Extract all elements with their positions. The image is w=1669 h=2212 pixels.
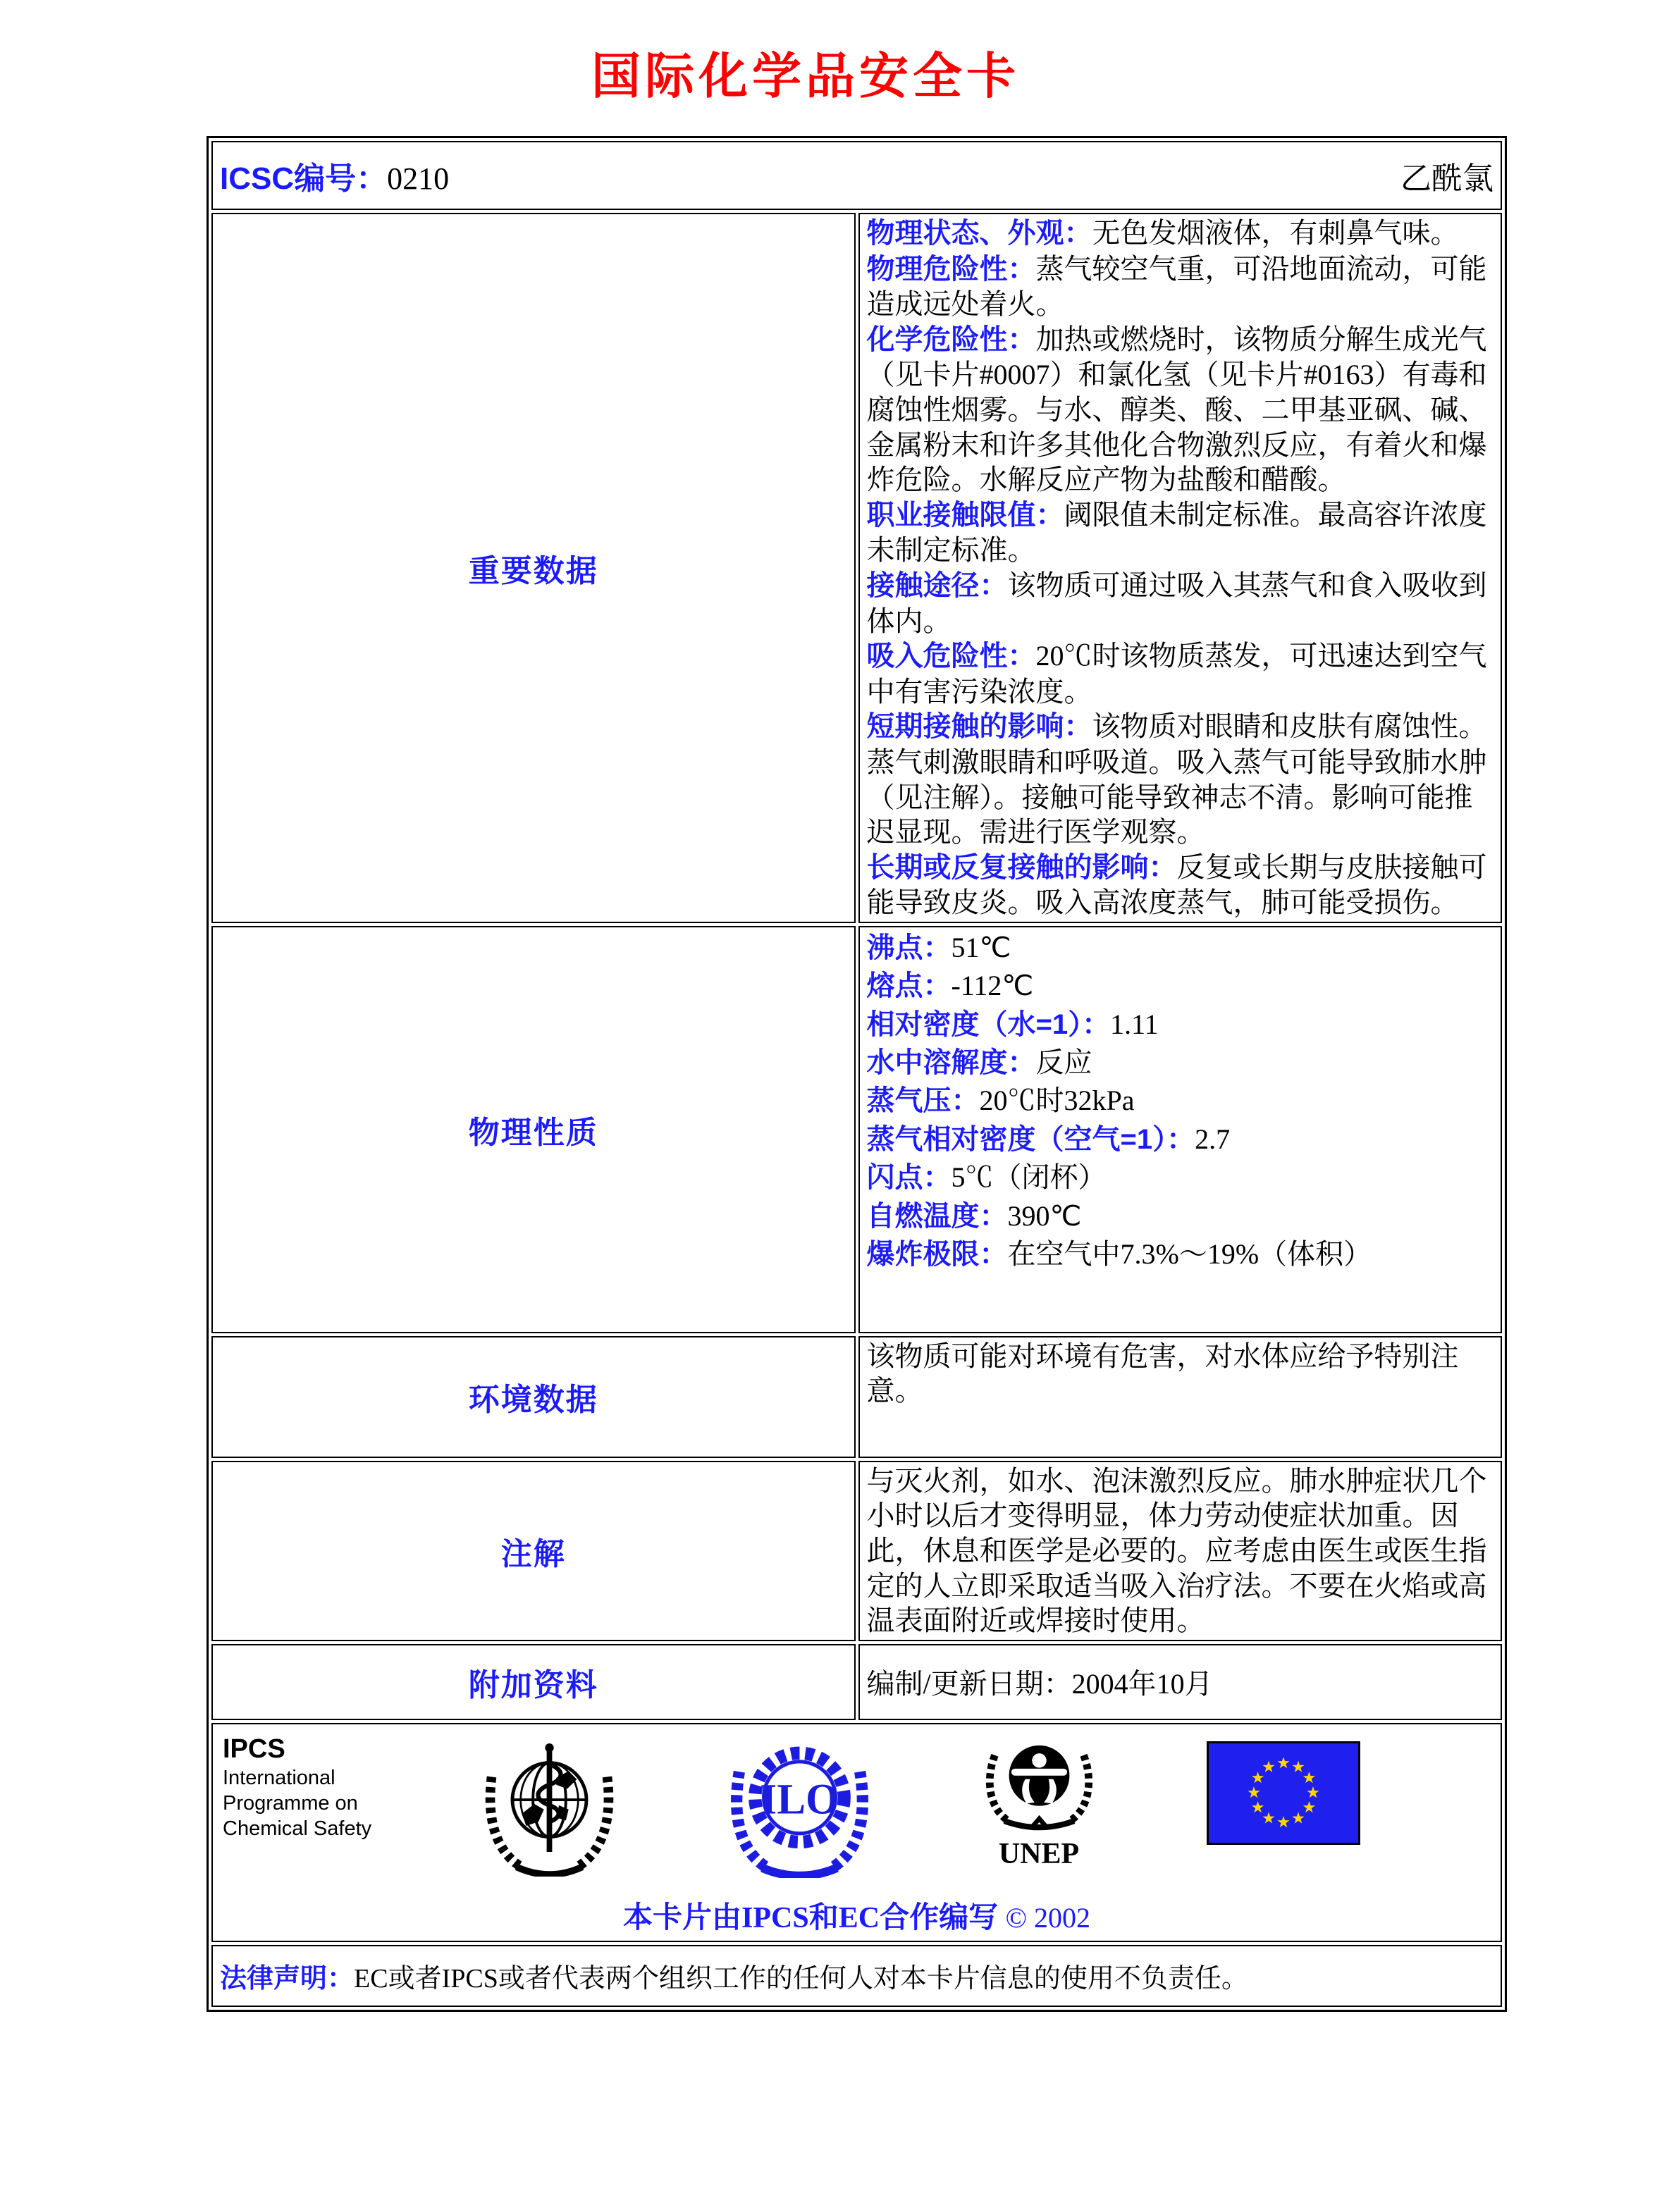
icsc-number-label: ICSC编号： xyxy=(220,161,388,196)
entry-text: 加热或燃烧时，该物质分解生成光气（见卡片#0007）和氯化氢（见卡片#0163）有毒和腐蚀性烟雾。与水、醇类、酸、二甲基亚砜、碱、金属粉末和许多其他化合物激烈反应，有着火和爆炸危险。水解反应产物为盐酸和醋酸。 xyxy=(866,323,1487,496)
unep-label-text: UNEP xyxy=(998,1837,1080,1869)
property-value: 51℃ xyxy=(951,931,1011,963)
entry-label: 物理危险性： xyxy=(866,253,1036,285)
entry-label: 接触途径： xyxy=(866,569,1008,601)
important-data-entry xyxy=(867,638,1494,709)
icsc-number-group xyxy=(220,153,449,198)
ipcs-text-block xyxy=(223,1729,371,1841)
notes-row xyxy=(211,1461,1502,1641)
physical-property-line xyxy=(867,1120,1494,1158)
property-value: -112℃ xyxy=(951,970,1034,1002)
physical-property-line xyxy=(867,1158,1494,1197)
row-label-physical-properties: 物理性质 xyxy=(211,926,856,1333)
property-label: 自燃温度： xyxy=(866,1200,1008,1232)
row-label-notes: 注解 xyxy=(211,1461,856,1641)
environmental-data-row xyxy=(211,1336,1502,1458)
page-title: 国际化学品安全卡 xyxy=(591,50,1020,104)
safety-card-table xyxy=(207,136,1507,2012)
legal-label: 法律声明： xyxy=(220,1964,355,1994)
environmental-data-content: 该物质可能对环境有危害，对水体应给予特别注意。 xyxy=(858,1336,1503,1458)
entry-text: 无色发烟液体，有刺鼻气味。 xyxy=(1092,217,1459,249)
row-label-environmental-data: 环境数据 xyxy=(211,1336,856,1458)
physical-property-line xyxy=(867,929,1494,967)
legal-text: EC或者IPCS或者代表两个组织工作的任何人对本卡片信息的使用不负责任。 xyxy=(354,1964,1248,1994)
important-data-entry xyxy=(867,216,1494,252)
important-data-row xyxy=(211,213,1502,923)
property-value: 20℃时32kPa xyxy=(979,1085,1135,1117)
logos-cell xyxy=(211,1723,1502,1942)
header-row xyxy=(211,141,1502,210)
row-label-additional-info: 附加资料 xyxy=(211,1644,856,1720)
ilo-logo-icon xyxy=(727,1729,872,1882)
ipcs-acronym: IPCS xyxy=(223,1734,285,1764)
ipcs-line-2: Programme on xyxy=(223,1791,358,1815)
entry-text: 蒸气较空气重，可沿地面流动，可能造成远处着火。 xyxy=(866,252,1487,321)
notes-content: 与灭火剂，如水、泡沫激烈反应。肺水肿症状几个小时以后才变得明显，体力劳动使症状加重。因此，休息和医学是必要的。应考虑由医生或医生指定的人立即采取适当吸入治疗法。不要在火焰或高温表面附近或焊接时使用。 xyxy=(858,1461,1503,1641)
property-value: 2.7 xyxy=(1195,1123,1231,1155)
property-value: 390℃ xyxy=(1007,1199,1082,1232)
physical-property-line xyxy=(867,1235,1494,1273)
important-data-entry xyxy=(867,252,1494,322)
logos-row xyxy=(211,1723,1502,1942)
additional-info-content xyxy=(858,1644,1503,1720)
caption-year: © 2002 xyxy=(1005,1901,1090,1934)
property-value: 5℃（闭杯） xyxy=(951,1161,1107,1194)
physical-properties-row xyxy=(211,926,1502,1333)
entry-label: 物理状态、外观： xyxy=(866,218,1092,249)
entry-label: 吸入危险性： xyxy=(866,641,1036,672)
property-label: 爆炸极限： xyxy=(866,1239,1008,1270)
important-data-entry xyxy=(867,568,1494,638)
important-data-entry xyxy=(867,498,1494,568)
additional-info-row xyxy=(211,1644,1502,1720)
entry-text: 反复或长期与皮肤接触可能导致皮炎。吸入高浓度蒸气，肺可能受损伤。 xyxy=(866,851,1487,919)
property-label: 蒸气压： xyxy=(866,1085,980,1117)
property-value: 1.11 xyxy=(1110,1008,1159,1040)
physical-property-line xyxy=(867,1006,1494,1044)
row-label-important-data: 重要数据 xyxy=(211,213,856,923)
property-value: 反应 xyxy=(1035,1046,1092,1079)
property-label: 水中溶解度： xyxy=(866,1047,1036,1079)
physical-property-line xyxy=(867,1082,1494,1120)
physical-properties-content xyxy=(858,926,1503,1333)
physical-property-line xyxy=(867,1044,1494,1082)
physical-property-line xyxy=(867,1197,1494,1235)
property-label: 熔点： xyxy=(866,970,951,1002)
who-logo-icon xyxy=(481,1729,618,1880)
footer-caption xyxy=(223,1894,1491,1936)
header-cell xyxy=(211,141,1502,210)
important-data-entry xyxy=(867,709,1494,849)
physical-property-line xyxy=(867,967,1494,1005)
legal-cell xyxy=(211,1945,1502,2007)
eu-flag-icon xyxy=(1207,1729,1360,1848)
ipcs-line-3: Chemical Safety xyxy=(223,1817,372,1841)
update-date-value: 2004年10月 xyxy=(1071,1668,1213,1700)
svg-text:ILO: ILO xyxy=(760,1776,839,1824)
unep-logo-icon xyxy=(981,1729,1097,1838)
property-label: 相对密度（水=1）： xyxy=(866,1008,1111,1040)
legal-row xyxy=(211,1945,1502,2007)
property-label: 沸点： xyxy=(866,932,951,963)
property-value: 在空气中7.3%～19%（体积） xyxy=(1007,1238,1372,1270)
icsc-number-value: 0210 xyxy=(387,161,450,196)
entry-text: 该物质可通过吸入其蒸气和食入吸收到体内。 xyxy=(866,569,1487,637)
property-label: 闪点： xyxy=(866,1162,951,1194)
important-data-entry xyxy=(867,322,1494,498)
entry-label: 长期或反复接触的影响： xyxy=(866,851,1177,883)
entry-text: 阈限值未制定标准。最高容许浓度未制定标准。 xyxy=(866,498,1487,567)
update-date-label: 编制/更新日期： xyxy=(866,1668,1072,1700)
entry-text: 该物质对眼睛和皮肤有腐蚀性。蒸气刺激眼睛和呼吸道。吸入蒸气可能导致肺水肿（见注解）。接触可能导致神志不清。影响可能推迟显现。需进行医学观察。 xyxy=(866,710,1487,848)
caption-text: 本卡片由IPCS和EC合作编写 xyxy=(623,1901,999,1934)
ipcs-line-1: International xyxy=(223,1766,335,1789)
entry-text: 20℃时该物质蒸发，可迅速达到空气中有害污染浓度。 xyxy=(866,640,1487,708)
entry-label: 短期接触的影响： xyxy=(866,711,1092,743)
chemical-name: 乙酰氯 xyxy=(1400,161,1494,196)
property-label: 蒸气相对密度（空气=1）： xyxy=(866,1123,1195,1155)
unep-wordmark xyxy=(981,1838,1097,1869)
important-data-entry xyxy=(867,850,1494,920)
logo-strip xyxy=(223,1729,1491,1882)
unep-logo-block xyxy=(981,1729,1097,1869)
important-data-content xyxy=(858,213,1503,923)
entry-label: 化学危险性： xyxy=(866,323,1036,355)
entry-label: 职业接触限值： xyxy=(866,499,1064,531)
